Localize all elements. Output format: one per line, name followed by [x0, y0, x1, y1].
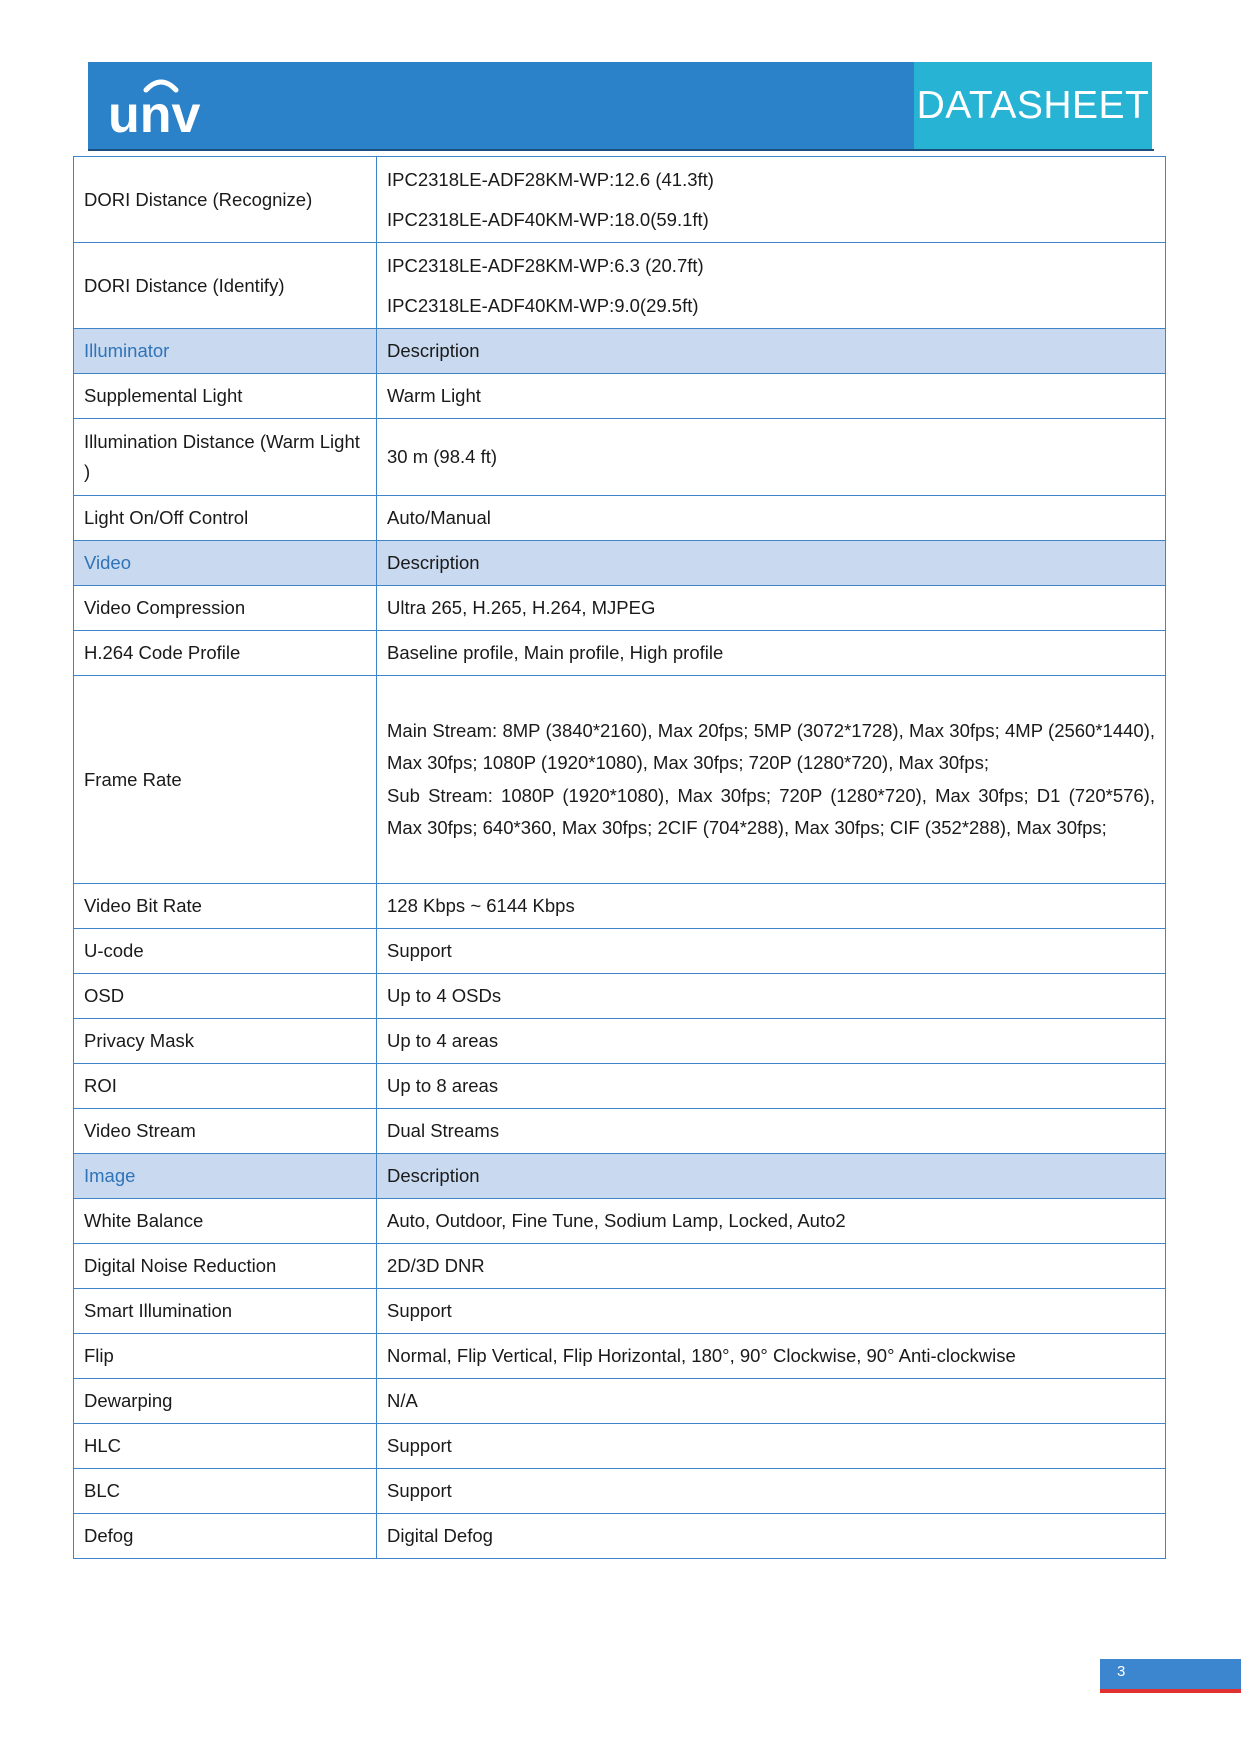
spec-label: Illumination Distance (Warm Light ) [74, 419, 377, 496]
spec-label: OSD [74, 974, 377, 1019]
section-title: Illuminator [74, 329, 377, 374]
spec-row [74, 676, 1166, 884]
section-header-row [74, 1154, 1166, 1199]
spec-value: Support [377, 929, 1166, 974]
spec-label: Video Compression [74, 586, 377, 631]
section-title: Video [74, 541, 377, 586]
spec-value [377, 676, 1166, 884]
spec-row [74, 1109, 1166, 1154]
spec-value-line: IPC2318LE-ADF28KM-WP:12.6 (41.3ft) [387, 168, 714, 190]
spec-row [74, 1334, 1166, 1379]
spec-label: U-code [74, 929, 377, 974]
svg-text:unv: unv [108, 86, 201, 144]
spec-value: Up to 8 areas [377, 1064, 1166, 1109]
datasheet-label: DATASHEET [916, 84, 1150, 127]
spec-row [74, 374, 1166, 419]
main-stream-text: Main Stream: 8MP (3840*2160), Max 20fps; 5MP (3072*1728), Max 30fps; 4MP (2560*1440), Max 30fps; 1080P (1920*1080), Max 30fps; 720P (1280*720), Max 30fps; [387, 719, 1155, 773]
spec-label: Digital Noise Reduction [74, 1244, 377, 1289]
spec-label: White Balance [74, 1199, 377, 1244]
spec-row [74, 496, 1166, 541]
spec-value: 30 m (98.4 ft) [377, 419, 1166, 496]
spec-value: Up to 4 areas [377, 1019, 1166, 1064]
spec-label: Light On/Off Control [74, 496, 377, 541]
spec-value: Ultra 265, H.265, H.264, MJPEG [377, 586, 1166, 631]
spec-label: Dewarping [74, 1379, 377, 1424]
sub-stream-text: Sub Stream: 1080P (1920*1080), Max 30fps; 720P (1280*720), Max 30fps; D1 (720*576), Max 30fps; 640*360, Max 30fps; 2CIF (704*288), Max 30fps; CIF (352*288), Max 30fps; [387, 784, 1155, 838]
spec-label: HLC [74, 1424, 377, 1469]
section-header-row [74, 541, 1166, 586]
spec-row [74, 1019, 1166, 1064]
spec-value: Support [377, 1289, 1166, 1334]
spec-row [74, 1514, 1166, 1559]
spec-row [74, 884, 1166, 929]
spec-label: DORI Distance (Recognize) [74, 157, 377, 243]
spec-label: Video Bit Rate [74, 884, 377, 929]
spec-row [74, 243, 1166, 329]
section-description: Description [377, 329, 1166, 374]
spec-row [74, 1289, 1166, 1334]
spec-label: Flip [74, 1334, 377, 1379]
section-header-row [74, 329, 1166, 374]
spec-label: Supplemental Light [74, 374, 377, 419]
spec-value [377, 243, 1166, 329]
spec-value-line: IPC2318LE-ADF40KM-WP:18.0(59.1ft) [387, 208, 709, 230]
spec-row [74, 631, 1166, 676]
page-number: 3 [1117, 1663, 1126, 1680]
spec-value-line: IPC2318LE-ADF28KM-WP:6.3 (20.7ft) [387, 254, 704, 276]
spec-label: DORI Distance (Identify) [74, 243, 377, 329]
spec-value: Support [377, 1469, 1166, 1514]
spec-label: Video Stream [74, 1109, 377, 1154]
spec-value [377, 157, 1166, 243]
datasheet-badge [914, 62, 1152, 150]
spec-value: Dual Streams [377, 1109, 1166, 1154]
spec-value: Auto, Outdoor, Fine Tune, Sodium Lamp, Locked, Auto2 [377, 1199, 1166, 1244]
spec-value: Support [377, 1424, 1166, 1469]
section-description: Description [377, 1154, 1166, 1199]
spec-label: ROI [74, 1064, 377, 1109]
spec-row [74, 1199, 1166, 1244]
spec-label: Frame Rate [74, 676, 377, 884]
header-underline [88, 149, 1154, 151]
spec-value: Digital Defog [377, 1514, 1166, 1559]
spec-table [73, 156, 1166, 1559]
spec-row [74, 1469, 1166, 1514]
spec-label: BLC [74, 1469, 377, 1514]
spec-row [74, 929, 1166, 974]
spec-label: Privacy Mask [74, 1019, 377, 1064]
spec-value: Baseline profile, Main profile, High profile [377, 631, 1166, 676]
section-description: Description [377, 541, 1166, 586]
spec-row [74, 157, 1166, 243]
spec-value: N/A [377, 1379, 1166, 1424]
spec-label: H.264 Code Profile [74, 631, 377, 676]
spec-value: Warm Light [377, 374, 1166, 419]
spec-value-line: IPC2318LE-ADF40KM-WP:9.0(29.5ft) [387, 294, 699, 316]
unv-logo [106, 68, 216, 148]
datasheet-header [88, 62, 1152, 150]
spec-label: Smart Illumination [74, 1289, 377, 1334]
spec-value: Auto/Manual [377, 496, 1166, 541]
spec-label: Defog [74, 1514, 377, 1559]
spec-row [74, 586, 1166, 631]
spec-value: 2D/3D DNR [377, 1244, 1166, 1289]
spec-row [74, 974, 1166, 1019]
spec-row [74, 1244, 1166, 1289]
spec-value: Normal, Flip Vertical, Flip Horizontal, 180°, 90° Clockwise, 90° Anti-clockwise [377, 1334, 1166, 1379]
spec-row [74, 1424, 1166, 1469]
spec-value: Up to 4 OSDs [377, 974, 1166, 1019]
spec-value: 128 Kbps ~ 6144 Kbps [377, 884, 1166, 929]
page-number-accent [1100, 1689, 1241, 1693]
spec-row [74, 1379, 1166, 1424]
spec-row [74, 419, 1166, 496]
section-title: Image [74, 1154, 377, 1199]
spec-row [74, 1064, 1166, 1109]
